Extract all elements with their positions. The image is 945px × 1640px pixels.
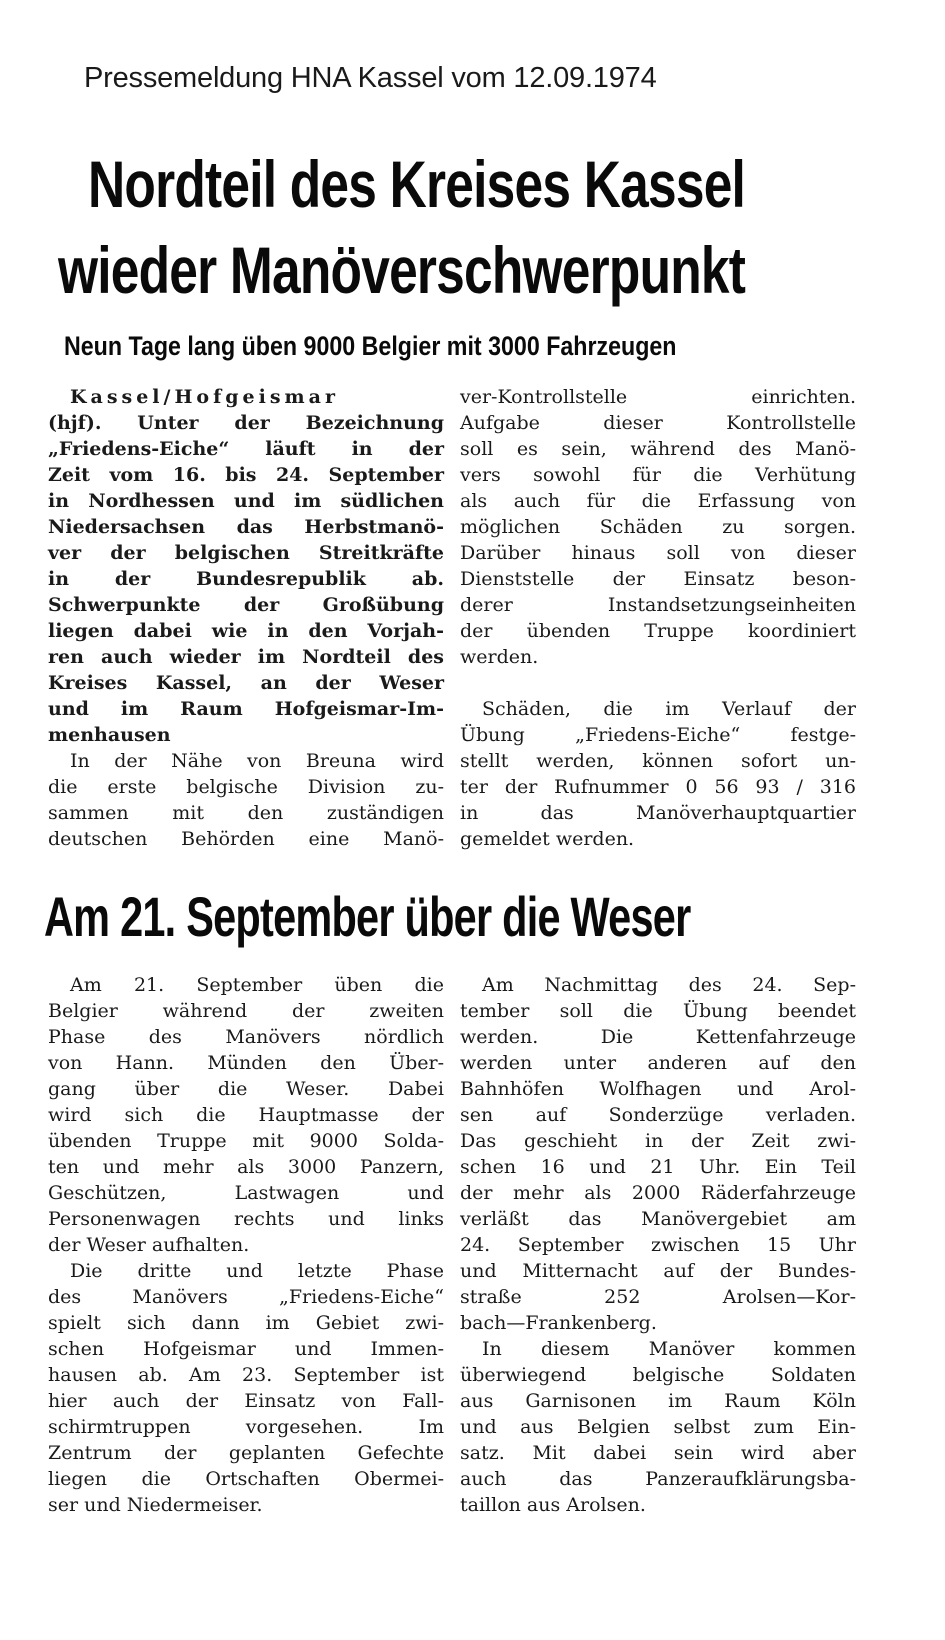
- paragraph-rufnummer: [460, 696, 856, 852]
- paragraph-kontrollstelle: [460, 384, 856, 670]
- text-line: 24. September zwischen 15 Uhr: [460, 1234, 856, 1256]
- article1-headline-line1: Nordteil des Kreises Kassel: [88, 147, 746, 221]
- text-line: Phase des Manövers nördlich: [48, 1026, 444, 1048]
- text-line: ser und Niedermeiser.: [48, 1494, 263, 1516]
- text-line: und Mitternacht auf der Bundes-: [460, 1260, 856, 1282]
- text-line: schirmtruppen vorgesehen. Im: [48, 1416, 444, 1438]
- article2-column2: [460, 972, 856, 1518]
- text-line: als auch für die Erfassung von: [460, 490, 856, 512]
- text-line: von Hann. Münden den Über-: [48, 1052, 444, 1074]
- text-line: „Friedens-Eiche“ läuft in der: [48, 438, 444, 460]
- text-line: Am Nachmittag des 24. Sep-: [482, 974, 856, 996]
- text-line: aus Garnisonen im Raum Köln: [460, 1390, 856, 1412]
- text-line: tember soll die Übung beendet: [460, 1000, 856, 1022]
- text-line: menhausen: [48, 724, 171, 746]
- text-line: Bahnhöfen Wolfhagen und Arol-: [460, 1078, 856, 1100]
- text-line: Schwerpunkte der Großübung: [48, 594, 444, 616]
- text-line: in der Bundesrepublik ab.: [48, 568, 444, 590]
- text-line: Darüber hinaus soll von dieser: [460, 542, 856, 564]
- text-line: verläßt das Manövergebiet am: [460, 1208, 856, 1230]
- text-line: Am 21. September üben die: [70, 974, 444, 996]
- text-line: Personenwagen rechts und links: [48, 1208, 444, 1230]
- text-line: und im Raum Hofgeismar-Im-: [48, 698, 444, 720]
- text-line: der Weser aufhalten.: [48, 1234, 250, 1256]
- text-line: ren auch wieder im Nordteil des: [48, 646, 444, 668]
- text-line: auch das Panzeraufklärungsba-: [460, 1468, 856, 1490]
- article1-headline-line2: wieder Manöverschwerpunkt: [58, 233, 746, 307]
- text-line: ver-Kontrollstelle einrichten.: [460, 386, 856, 408]
- text-line: vers sowohl für die Verhütung: [460, 464, 856, 486]
- text-line: Dienststelle der Einsatz beson-: [460, 568, 856, 590]
- text-line: Aufgabe dieser Kontrollstelle: [460, 412, 856, 434]
- text-line: in das Manöverhauptquartier: [460, 802, 856, 824]
- text-line: straße 252 Arolsen—Kor-: [460, 1286, 856, 1308]
- text-line: taillon aus Arolsen.: [460, 1494, 646, 1516]
- text-line: bach—Frankenberg.: [460, 1312, 657, 1334]
- text-line: Schäden, die im Verlauf der: [482, 698, 856, 720]
- text-line: liegen dabei wie in den Vorjah-: [48, 620, 444, 642]
- text-line: überwiegend belgische Soldaten: [460, 1364, 856, 1386]
- text-line: Belgier während der zweiten: [48, 1000, 444, 1022]
- text-line: ten und mehr als 3000 Panzern,: [48, 1156, 444, 1178]
- text-line: gemeldet werden.: [460, 828, 635, 850]
- text-line: der übenden Truppe koordiniert: [460, 620, 856, 642]
- text-line: schen Hofgeismar und Immen-: [48, 1338, 444, 1360]
- text-line: wird sich die Hauptmasse der: [48, 1104, 444, 1126]
- text-line: ver der belgischen Streitkräfte: [48, 542, 444, 564]
- text-line: übenden Truppe mit 9000 Solda-: [48, 1130, 444, 1152]
- text-line: Zeit vom 16. bis 24. September: [48, 464, 444, 486]
- text-line: Übung „Friedens-Eiche“ festge-: [460, 724, 856, 746]
- text-line: Zentrum der geplanten Gefechte: [48, 1442, 444, 1464]
- text-line: sen auf Sonderzüge verladen.: [460, 1104, 856, 1126]
- text-line: werden unter anderen auf den: [460, 1052, 856, 1074]
- text-line: In diesem Manöver kommen: [482, 1338, 856, 1360]
- text-line: werden.: [460, 646, 539, 668]
- text-line: (hjf). Unter der Bezeichnung: [48, 412, 444, 434]
- text-line: satz. Mit dabei sein wird aber: [460, 1442, 856, 1464]
- text-line: liegen die Ortschaften Obermei-: [48, 1468, 444, 1490]
- article1-column1: [48, 384, 444, 852]
- text-line: werden. Die Kettenfahrzeuge: [460, 1026, 856, 1048]
- text-line: stellt werden, können sofort un-: [460, 750, 856, 772]
- text-line: hausen ab. Am 23. September ist: [48, 1364, 444, 1386]
- text-line: In der Nähe von Breuna wird: [70, 750, 444, 772]
- text-line: der mehr als 2000 Räderfahrzeuge: [460, 1182, 856, 1204]
- text-line: Die dritte und letzte Phase: [70, 1260, 444, 1282]
- paragraph-weser-crossing: [48, 972, 444, 1258]
- paragraph-gap: [460, 670, 856, 696]
- text-line: soll es sein, während des Manö-: [460, 438, 856, 460]
- article1-column2: [460, 384, 856, 852]
- body-paragraph: [48, 748, 444, 852]
- text-line: Das geschieht in der Zeit zwi-: [460, 1130, 856, 1152]
- text-line: spielt sich dann im Gebiet zwi-: [48, 1312, 444, 1334]
- press-release-caption: Pressemeldung HNA Kassel vom 12.09.1974: [84, 62, 657, 94]
- text-line: derer Instandsetzungseinheiten: [460, 594, 856, 616]
- text-line: ter der Rufnummer 0 56 93 / 316: [460, 776, 856, 798]
- text-line: Kreises Kassel, an der Weser: [48, 672, 444, 694]
- text-line: hier auch der Einsatz von Fall-: [48, 1390, 444, 1412]
- article2-column1: [48, 972, 444, 1518]
- text-line: schen 16 und 21 Uhr. Ein Teil: [460, 1156, 856, 1178]
- text-line: gang über die Weser. Dabei: [48, 1078, 444, 1100]
- text-line: die erste belgische Division zu-: [48, 776, 444, 798]
- text-line: des Manövers „Friedens-Eiche“: [48, 1286, 444, 1308]
- dateline: Kassel/Hofgeismar: [70, 386, 339, 408]
- paragraph-end-of-exercise: [460, 972, 856, 1336]
- article2-headline: Am 21. September über die Weser: [44, 885, 691, 948]
- lead-paragraph: [48, 410, 444, 748]
- text-line: sammen mit den zuständigen: [48, 802, 444, 824]
- text-line: möglichen Schäden zu sorgen.: [460, 516, 856, 538]
- paragraph-third-phase: [48, 1258, 444, 1518]
- text-line: Geschützen, Lastwagen und: [48, 1182, 444, 1204]
- article1-subheadline: Neun Tage lang üben 9000 Belgier mit 3000 Fahrzeugen: [64, 331, 677, 361]
- text-line: deutschen Behörden eine Manö-: [48, 828, 444, 850]
- text-line: und aus Belgien selbst zum Ein-: [460, 1416, 856, 1438]
- text-line: Niedersachsen das Herbstmanö-: [48, 516, 444, 538]
- text-line: in Nordhessen und im südlichen: [48, 490, 444, 512]
- paragraph-soldiers-origin: [460, 1336, 856, 1518]
